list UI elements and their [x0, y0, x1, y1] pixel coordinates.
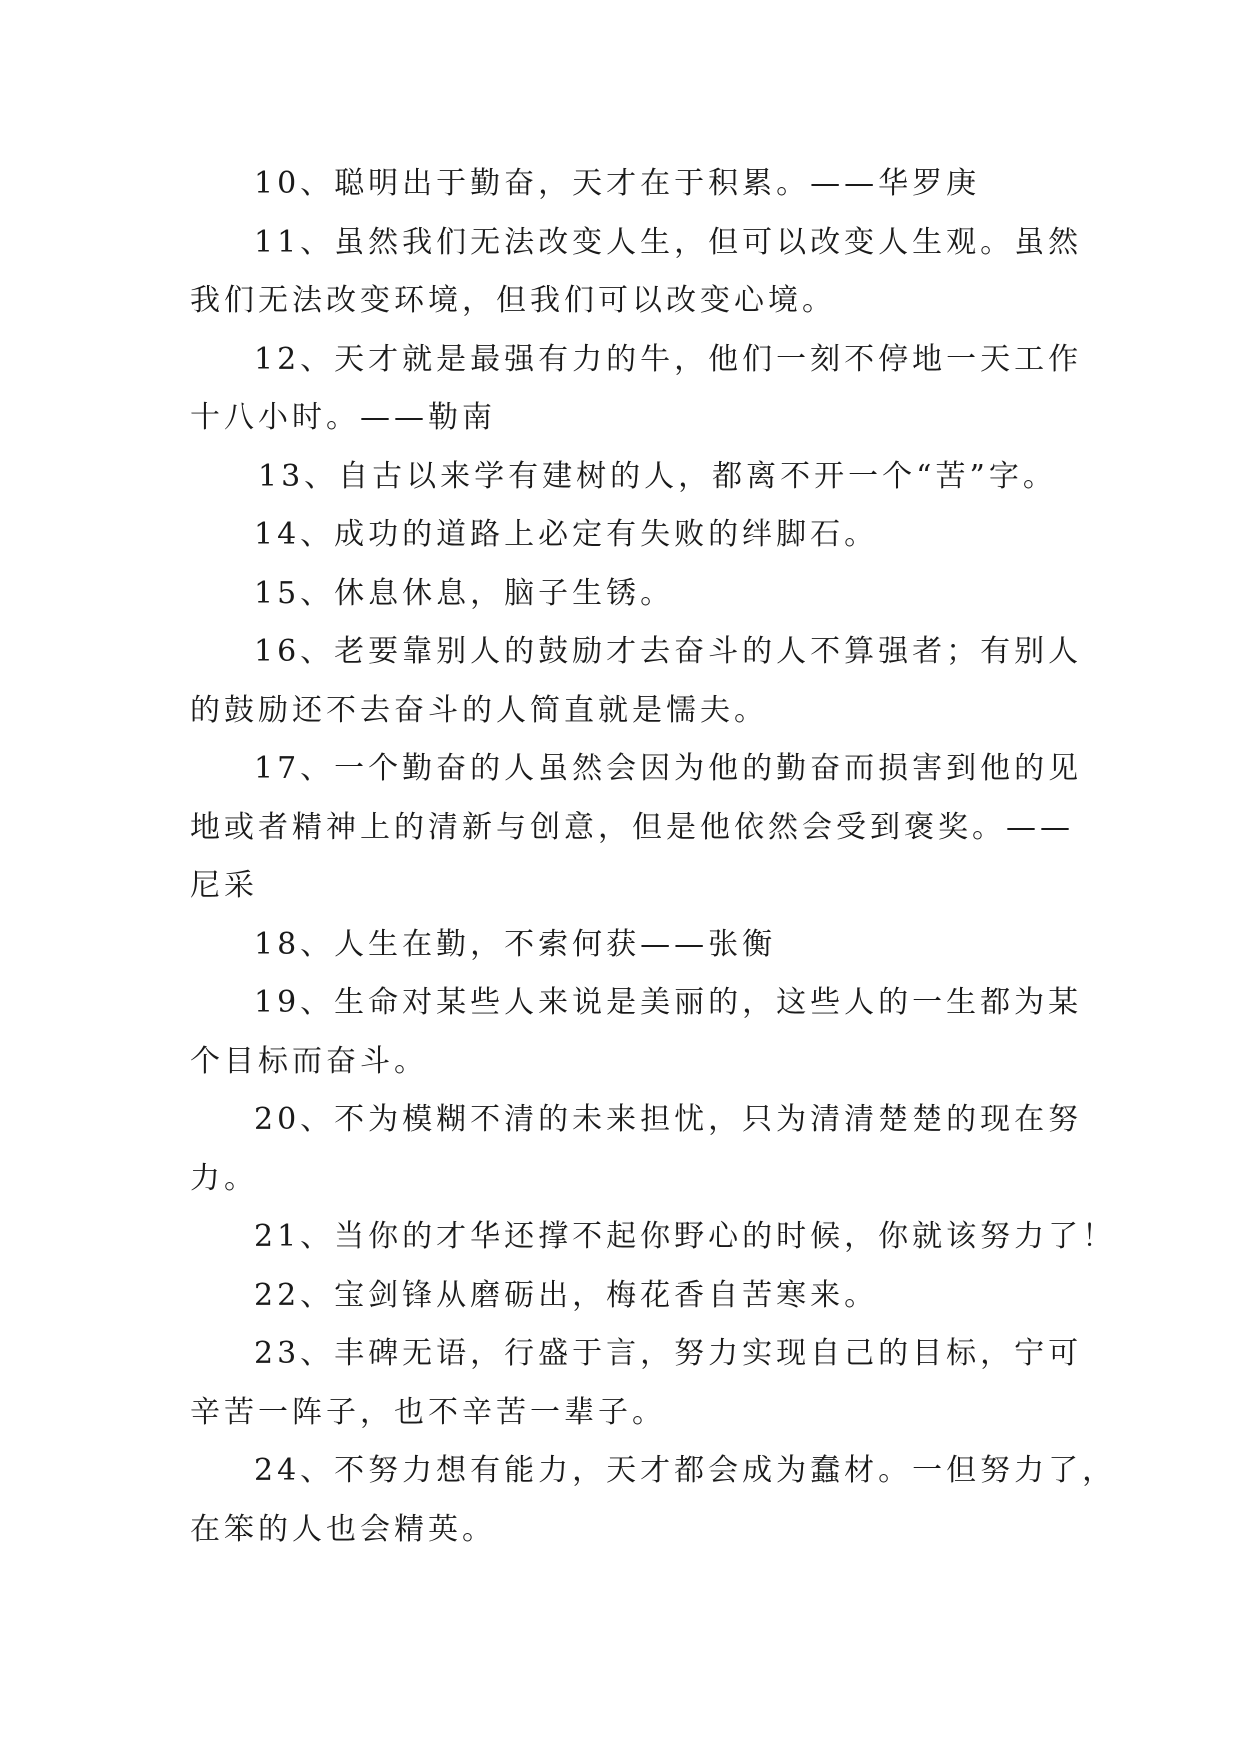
- quote-12-line-1: 12、天才就是最强有力的牛，他们一刻不停地一天工作: [254, 342, 1083, 377]
- quote-13-line-1: 13、自古以来学有建树的人，都离不开一个“苦”字。: [258, 459, 1057, 494]
- quote-23-line-1: 23、丰碑无语，行盛于言，努力实现自己的目标，宁可: [254, 1336, 1083, 1371]
- quote-11-line-2: 我们无法改变环境，但我们可以改变心境。: [190, 283, 836, 318]
- quote-22-line-1: 22、宝剑锋从磨砺出，梅花香自苦寒来。: [254, 1278, 879, 1313]
- quote-18-line-1: 18、人生在勤，不索何获——张衡: [254, 927, 777, 962]
- quote-24-line-1: 24、不努力想有能力，天才都会成为蠢材。一但努力了，: [254, 1453, 1117, 1488]
- quote-15-line-1: 15、休息休息，脑子生锈。: [254, 576, 675, 611]
- quote-12-line-2: 十八小时。——勒南: [190, 400, 496, 435]
- quote-17-line-1: 17、一个勤奋的人虽然会因为他的勤奋而损害到他的见: [254, 751, 1083, 786]
- quote-20-line-1: 20、不为模糊不清的未来担忧，只为清清楚楚的现在努: [254, 1102, 1083, 1137]
- quote-11-line-1: 11、虽然我们无法改变人生，但可以改变人生观。虽然: [254, 225, 1083, 260]
- quote-10-line-1: 10、聪明出于勤奋，天才在于积累。——华罗庚: [254, 166, 981, 201]
- quote-24-line-2: 在笨的人也会精英。: [190, 1512, 496, 1547]
- quote-14-line-1: 14、成功的道路上必定有失败的绊脚石。: [254, 517, 879, 552]
- quote-19-line-2: 个目标而奋斗。: [190, 1044, 428, 1079]
- quote-19-line-1: 19、生命对某些人来说是美丽的，这些人的一生都为某: [254, 985, 1083, 1020]
- quote-17-line-2: 地或者精神上的清新与创意，但是他依然会受到褒奖。——: [190, 810, 1074, 845]
- quote-20-line-2: 力。: [190, 1161, 258, 1196]
- quote-23-line-2: 辛苦一阵子，也不辛苦一辈子。: [190, 1395, 666, 1430]
- quote-21-line-1: 21、当你的才华还撑不起你野心的时候，你就该努力了！: [254, 1219, 1117, 1254]
- quote-17-line-3: 尼采: [190, 868, 258, 903]
- quote-16-line-1: 16、老要靠别人的鼓励才去奋斗的人不算强者；有别人: [254, 634, 1083, 669]
- quote-16-line-2: 的鼓励还不去奋斗的人简直就是懦夫。: [190, 693, 768, 728]
